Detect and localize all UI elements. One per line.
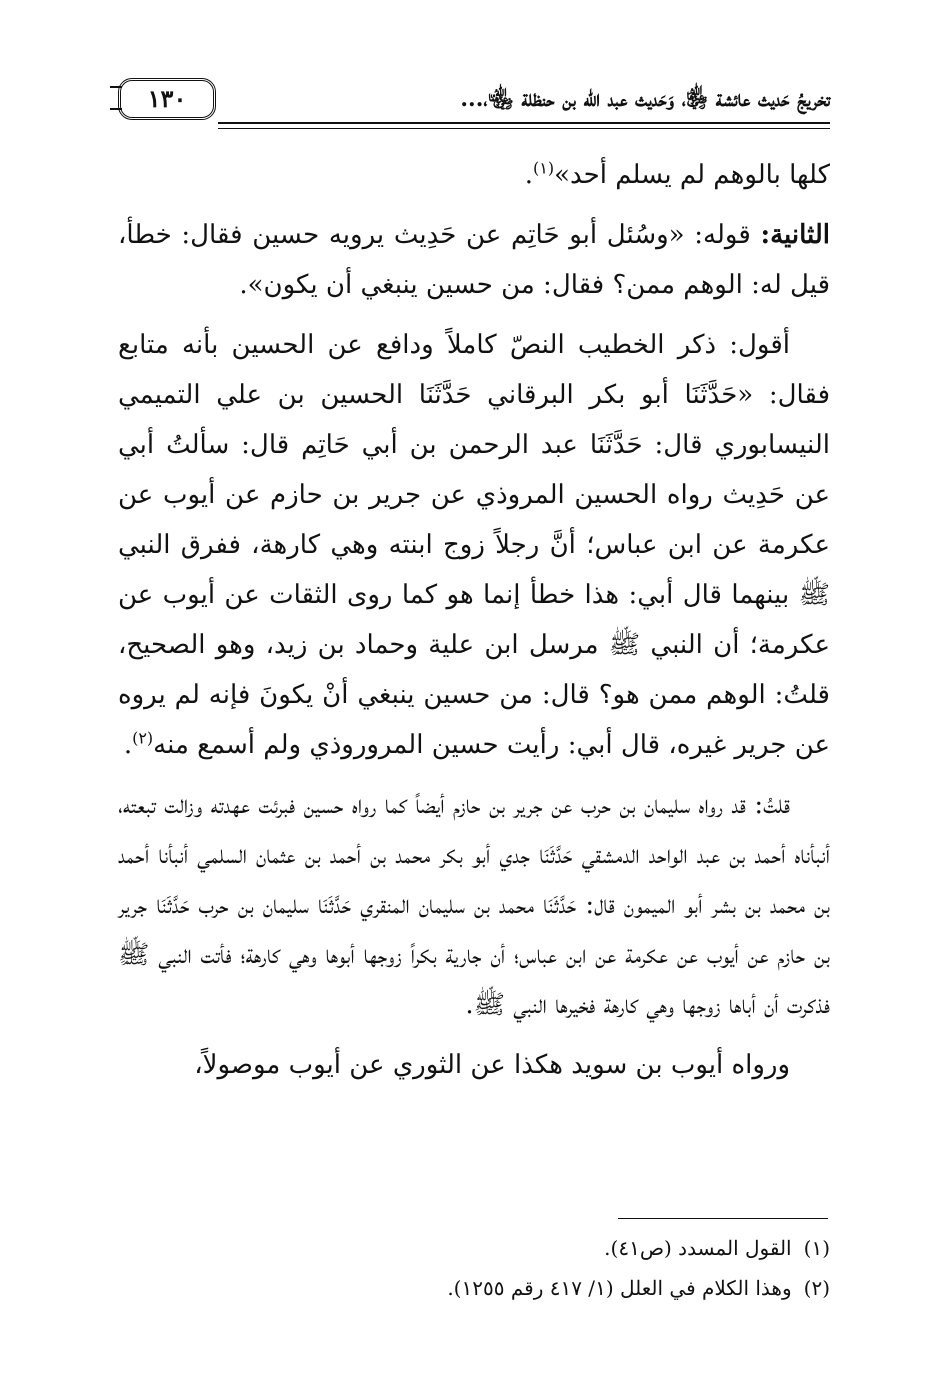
footnotes [118, 1228, 830, 1308]
paragraph-3 [118, 320, 830, 770]
paragraph-5 [118, 1040, 830, 1090]
paragraph-4-text: قلتُ: قد رواه سليمان بن حرب عن جرير بن حازم أيضاً كما رواه حسين فبرئت عهدته وزالت تبعته، أنبأناه أحمد بن عبد الواحد الدمشقي حَدَّثَنَا جدي أبو بكر محمد بن أحمد بن عثمان السلمي أنبأنا أحمد بن محمد بن بشر أبو الميمون قال: حَدَّثَنَا محمد بن سليمان المنقري حَدَّثَنَا سليمان بن حرب حَدَّثَنَا جرير بن حازم عن أيوب عن عكرمة عن ابن عباس؛ أن جارية بكراً زوجها أبوها وهي كارهة؛ فأتت النبي ﷺ فذكرت أن أباها زوجها وهي كارهة فخيرها النبي ﷺ. [118, 790, 830, 1020]
paragraph-2-lead: الثانية: [760, 220, 831, 250]
paragraph-2 [118, 210, 830, 310]
main-text [118, 150, 830, 1090]
footnote-ref-2: (٢) [132, 728, 154, 748]
footnote-1 [118, 1228, 830, 1268]
footnote-2 [118, 1268, 830, 1308]
paragraph-5-text: ورواه أيوب بن سويد هكذا عن الثوري عن أيوب موصولاً، [194, 1050, 790, 1080]
page-header [118, 78, 830, 134]
paragraph-1 [118, 150, 830, 200]
footnote-2-text: وهذا الكلام في العلل (١/ ٤١٧ رقم ١٢٥٥). [447, 1276, 792, 1300]
paragraph-3-text: أقول: ذكر الخطيب النصّ كاملاً ودافع عن الحسين بأنه متابع فقال: «حَدَّثَنَا أبو بكر البرقاني حَدَّثَنَا الحسين بن علي التميمي النيسابوري قال: حَدَّثَنَا عبد الرحمن بن أبي حَاتِم قال: سألتُ أبي عن حَدِيث رواه الحسين المروذي عن جرير بن حازم عن أيوب عن عكرمة عن ابن عباس؛ أنَّ رجلاً زوج ابنته وهي كارهة، ففرق النبي ﷺ بينهما قال أبي: هذا خطأ إنما هو كما روى الثقات عن أيوب عن عكرمة؛ أن النبي ﷺ مرسل ابن علية وحماد بن زيد، وهو الصحيح، قلتُ: الوهم ممن هو؟ قال: من حسين ينبغي أنْ يكونَ فإنه لم يروه عن جرير غيره، قال أبي: رأيت حسين المروروذي ولم أسمع منه [118, 330, 830, 760]
page-number: ١٣٠ [118, 78, 216, 120]
footnote-ref-1: (١) [533, 158, 555, 178]
footnote-1-text: القول المسدد (ص٤١). [604, 1236, 792, 1260]
paragraph-1-text: كلها بالوهم لم يسلم أحد» [554, 160, 830, 190]
header-rule [218, 122, 830, 129]
running-title: تخريجُ حَديث عائشة ﵂، وَحَديث عبد الله بن حنظلة ﵄،... [460, 86, 830, 112]
paragraph-1-tail: . [524, 160, 533, 190]
paragraph-3-tail: . [123, 730, 133, 760]
footnote-separator [618, 1218, 828, 1219]
paragraph-4 [118, 780, 830, 1030]
paragraph-2-text: قوله: «وسُئل أبو حَاتِم عن حَدِيث يرويه حسين فقال: خطأ، قيل له: الوهم ممن؟ فقال: من حسين ينبغي أن يكون». [118, 220, 830, 300]
footnote-2-number: (٢) [803, 1276, 830, 1300]
footnote-1-number: (١) [803, 1236, 830, 1260]
